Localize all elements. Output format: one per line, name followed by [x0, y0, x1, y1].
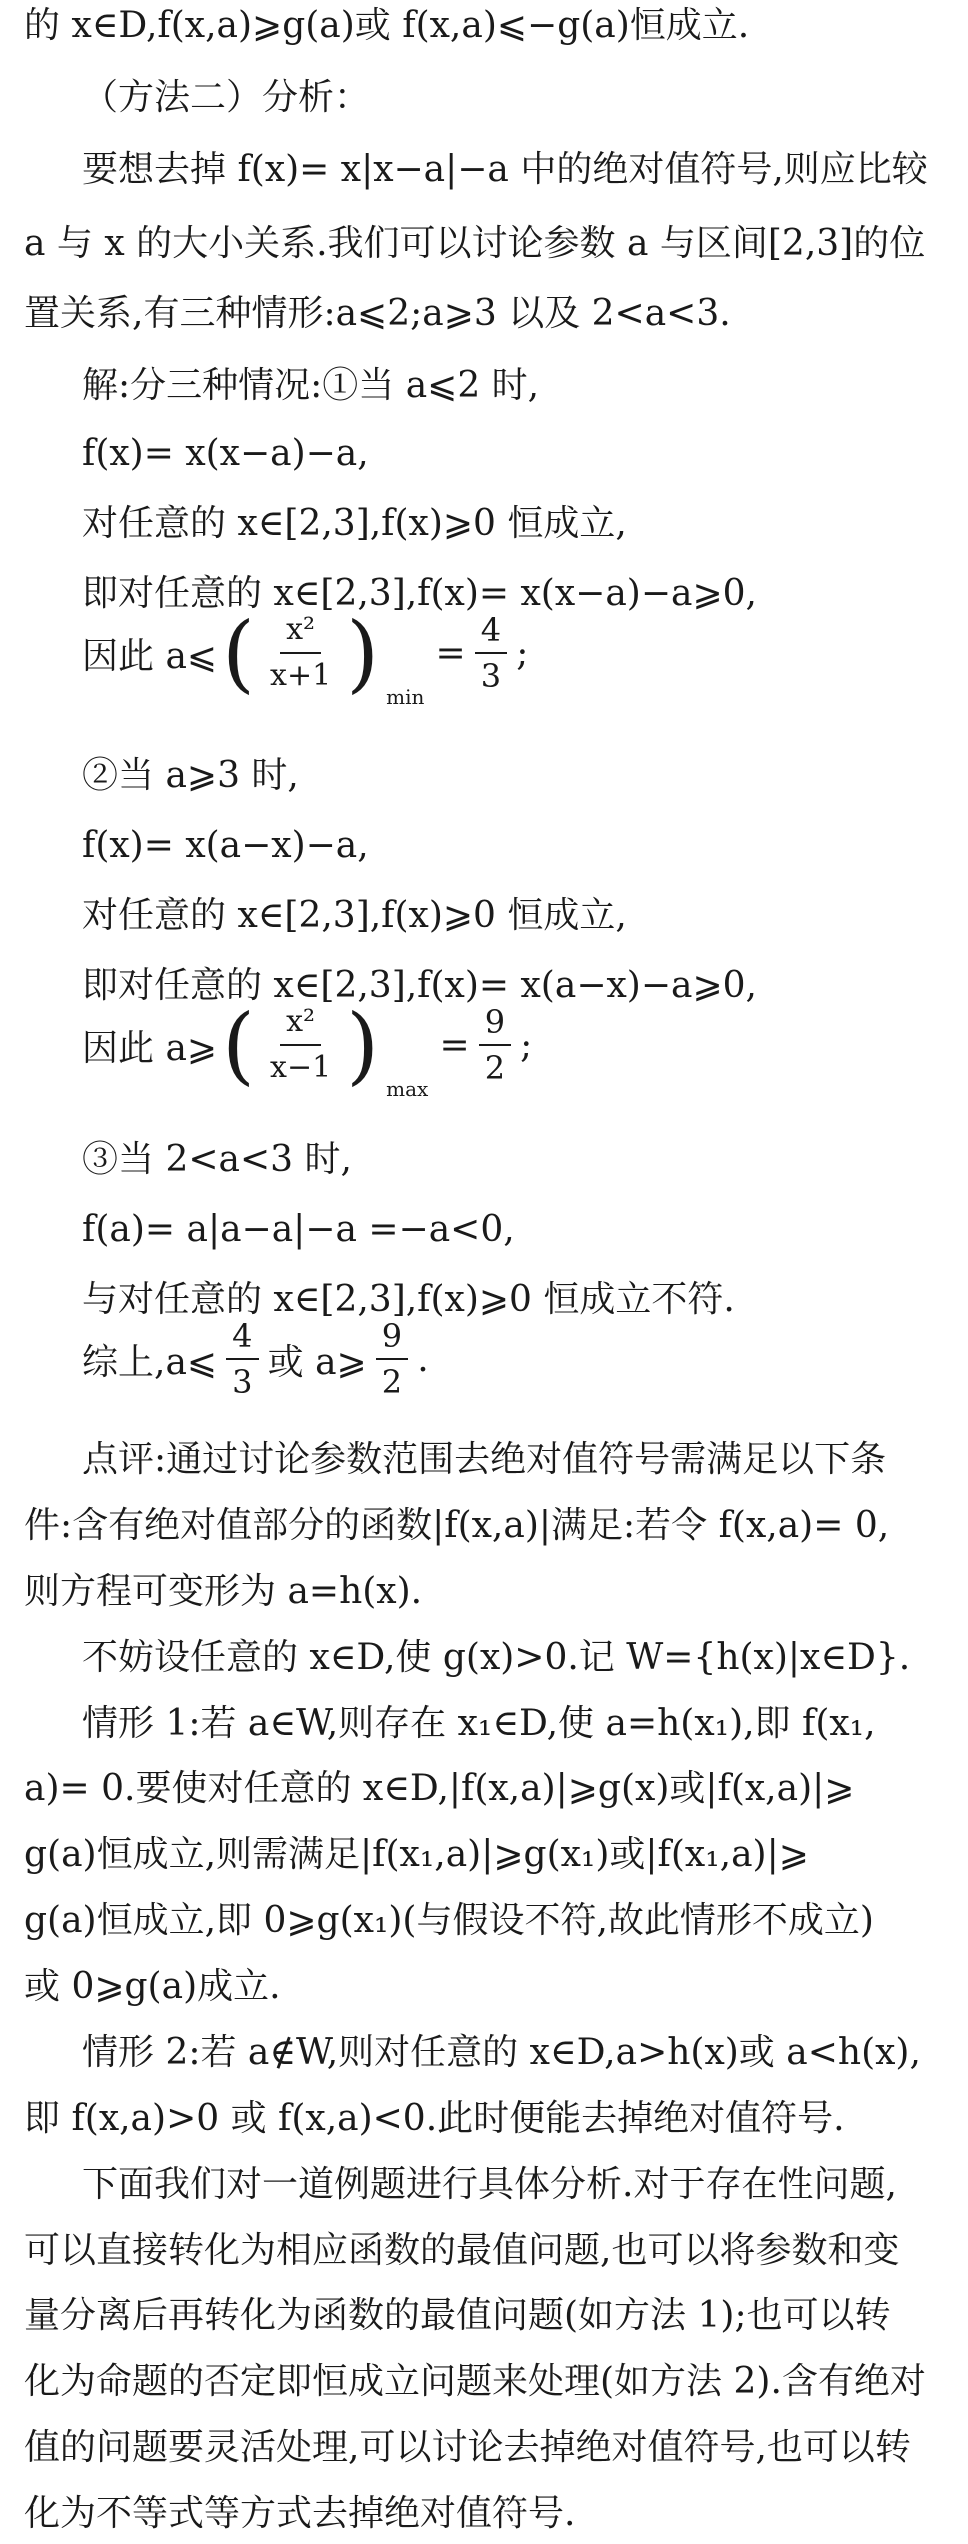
text-line-19: 则方程可变形为 a=h(x). [24, 1571, 423, 1612]
text-line-17: 点评:通过讨论参数范围去绝对值符号需满足以下条 [82, 1439, 887, 1480]
semicolon: ; [520, 1024, 533, 1066]
text-line-7: f(x)= x(x−a)−a, [82, 433, 369, 474]
numerator: x² [280, 1002, 321, 1046]
text-line-1: 的 x∈D,f(x,a)⩾g(a)或 f(x,a)⩽−g(a)恒成立. [24, 5, 750, 46]
semicolon: ; [516, 632, 529, 674]
text-line-4: a 与 x 的大小关系.我们可以讨论参数 a 与区间[2,3]的位 [24, 223, 926, 264]
text-line-33: 化为不等式等方式去掉绝对值符号. [24, 2493, 576, 2534]
equals: = [435, 632, 466, 674]
fraction-result [479, 1002, 511, 1088]
denominator: x+1 [270, 658, 332, 693]
numerator: x² [280, 610, 321, 654]
formula-lead: 因此 a⩾ [82, 1027, 218, 1069]
fraction-result [475, 610, 507, 696]
formula-lead: 因此 a⩽ [82, 635, 218, 677]
denominator: 2 [484, 1049, 506, 1087]
numerator: 9 [376, 1316, 408, 1360]
text-line-3: 要想去掉 f(x)= x|x−a|−a 中的绝对值符号,则应比较 [82, 149, 928, 190]
summary-mid: 或 a⩾ [267, 1341, 367, 1383]
text-line-13: 即对任意的 x∈[2,3],f(x)= x(a−x)−a⩾0, [82, 965, 757, 1006]
text-line-27: 即 f(x,a)>0 或 f(x,a)<0.此时便能去掉绝对值符号. [24, 2098, 845, 2139]
text-line-6: 解:分三种情况:①当 a⩽2 时, [82, 365, 540, 406]
summary-lead: 综上,a⩽ [82, 1341, 218, 1383]
text-line-24: g(a)恒成立,即 0⩾g(x₁)(与假设不符,故此情形不成立) [24, 1900, 874, 1941]
text-line-5: 置关系,有三种情形:a⩽2;a⩾3 以及 2<a<3. [24, 293, 731, 334]
text-line-20: 不妨设任意的 x∈D,使 g(x)>0.记 W={h(x)|x∈D}. [82, 1637, 911, 1678]
text-line-18: 件:含有绝对值部分的函数|f(x,a)|满足:若令 f(x,a)= 0, [24, 1505, 890, 1546]
fraction-nine-halves [376, 1316, 408, 1402]
text-line-8: 对任意的 x∈[2,3],f(x)⩾0 恒成立, [82, 503, 627, 544]
fraction-four-thirds [226, 1316, 258, 1402]
denominator: x−1 [270, 1050, 332, 1085]
fraction [264, 1002, 337, 1088]
text-line-15: f(a)= a|a−a|−a =−a<0, [82, 1209, 515, 1250]
text-line-16: 与对任意的 x∈[2,3],f(x)⩾0 恒成立不符. [82, 1279, 735, 1320]
min-formula [82, 604, 968, 720]
right-paren: ) [346, 604, 380, 702]
text-line-10: ②当 a⩾3 时, [82, 755, 299, 796]
equals: = [439, 1024, 470, 1066]
text-line-30: 量分离后再转化为函数的最值问题(如方法 1);也可以转 [24, 2295, 891, 2336]
left-paren: ( [222, 604, 255, 702]
text-line-32: 值的问题要灵活处理,可以讨论去掉绝对值符号,也可以转 [24, 2427, 911, 2468]
left-paren: ( [222, 996, 255, 1094]
text-line-9: 即对任意的 x∈[2,3],f(x)= x(x−a)−a⩾0, [82, 573, 757, 614]
text-line-21: 情形 1:若 a∈W,则存在 x₁∈D,使 a=h(x₁),即 f(x₁, [82, 1703, 876, 1744]
denominator: 2 [381, 1363, 403, 1401]
max-formula [82, 996, 968, 1112]
text-line-23: g(a)恒成立,则需满足|f(x₁,a)|⩾g(x₁)或|f(x₁,a)|⩾ [24, 1834, 809, 1875]
text-line-14: ③当 2<a<3 时, [82, 1139, 352, 1180]
text-line-25: 或 0⩾g(a)成立. [24, 1966, 281, 2007]
subscript-max: max [386, 1076, 429, 1101]
denominator: 3 [480, 657, 502, 695]
text-line-2: （方法二）分析： [82, 77, 371, 118]
subscript-min: min [386, 684, 425, 709]
text-line-12: 对任意的 x∈[2,3],f(x)⩾0 恒成立, [82, 895, 627, 936]
numerator: 4 [226, 1316, 258, 1360]
period: . [417, 1338, 429, 1380]
numerator: 4 [475, 610, 507, 654]
text-line-28: 下面我们对一道例题进行具体分析.对于存在性问题, [82, 2164, 897, 2205]
text-line-22: a)= 0.要使对任意的 x∈D,|f(x,a)|⩾g(x)或|f(x,a)|⩾ [24, 1768, 855, 1809]
text-line-29: 可以直接转化为相应函数的最值问题,也可以将参数和变 [24, 2230, 900, 2271]
summary-formula [82, 1316, 968, 1416]
numerator: 9 [479, 1002, 511, 1046]
text-line-11: f(x)= x(a−x)−a, [82, 825, 369, 866]
right-paren: ) [346, 996, 380, 1094]
fraction [264, 610, 337, 696]
text-line-26: 情形 2:若 a∉W,则对任意的 x∈D,a>h(x)或 a<h(x), [82, 2032, 921, 2073]
text-line-31: 化为命题的否定即恒成立问题来处理(如方法 2).含有绝对 [24, 2361, 926, 2402]
denominator: 3 [232, 1363, 253, 1401]
